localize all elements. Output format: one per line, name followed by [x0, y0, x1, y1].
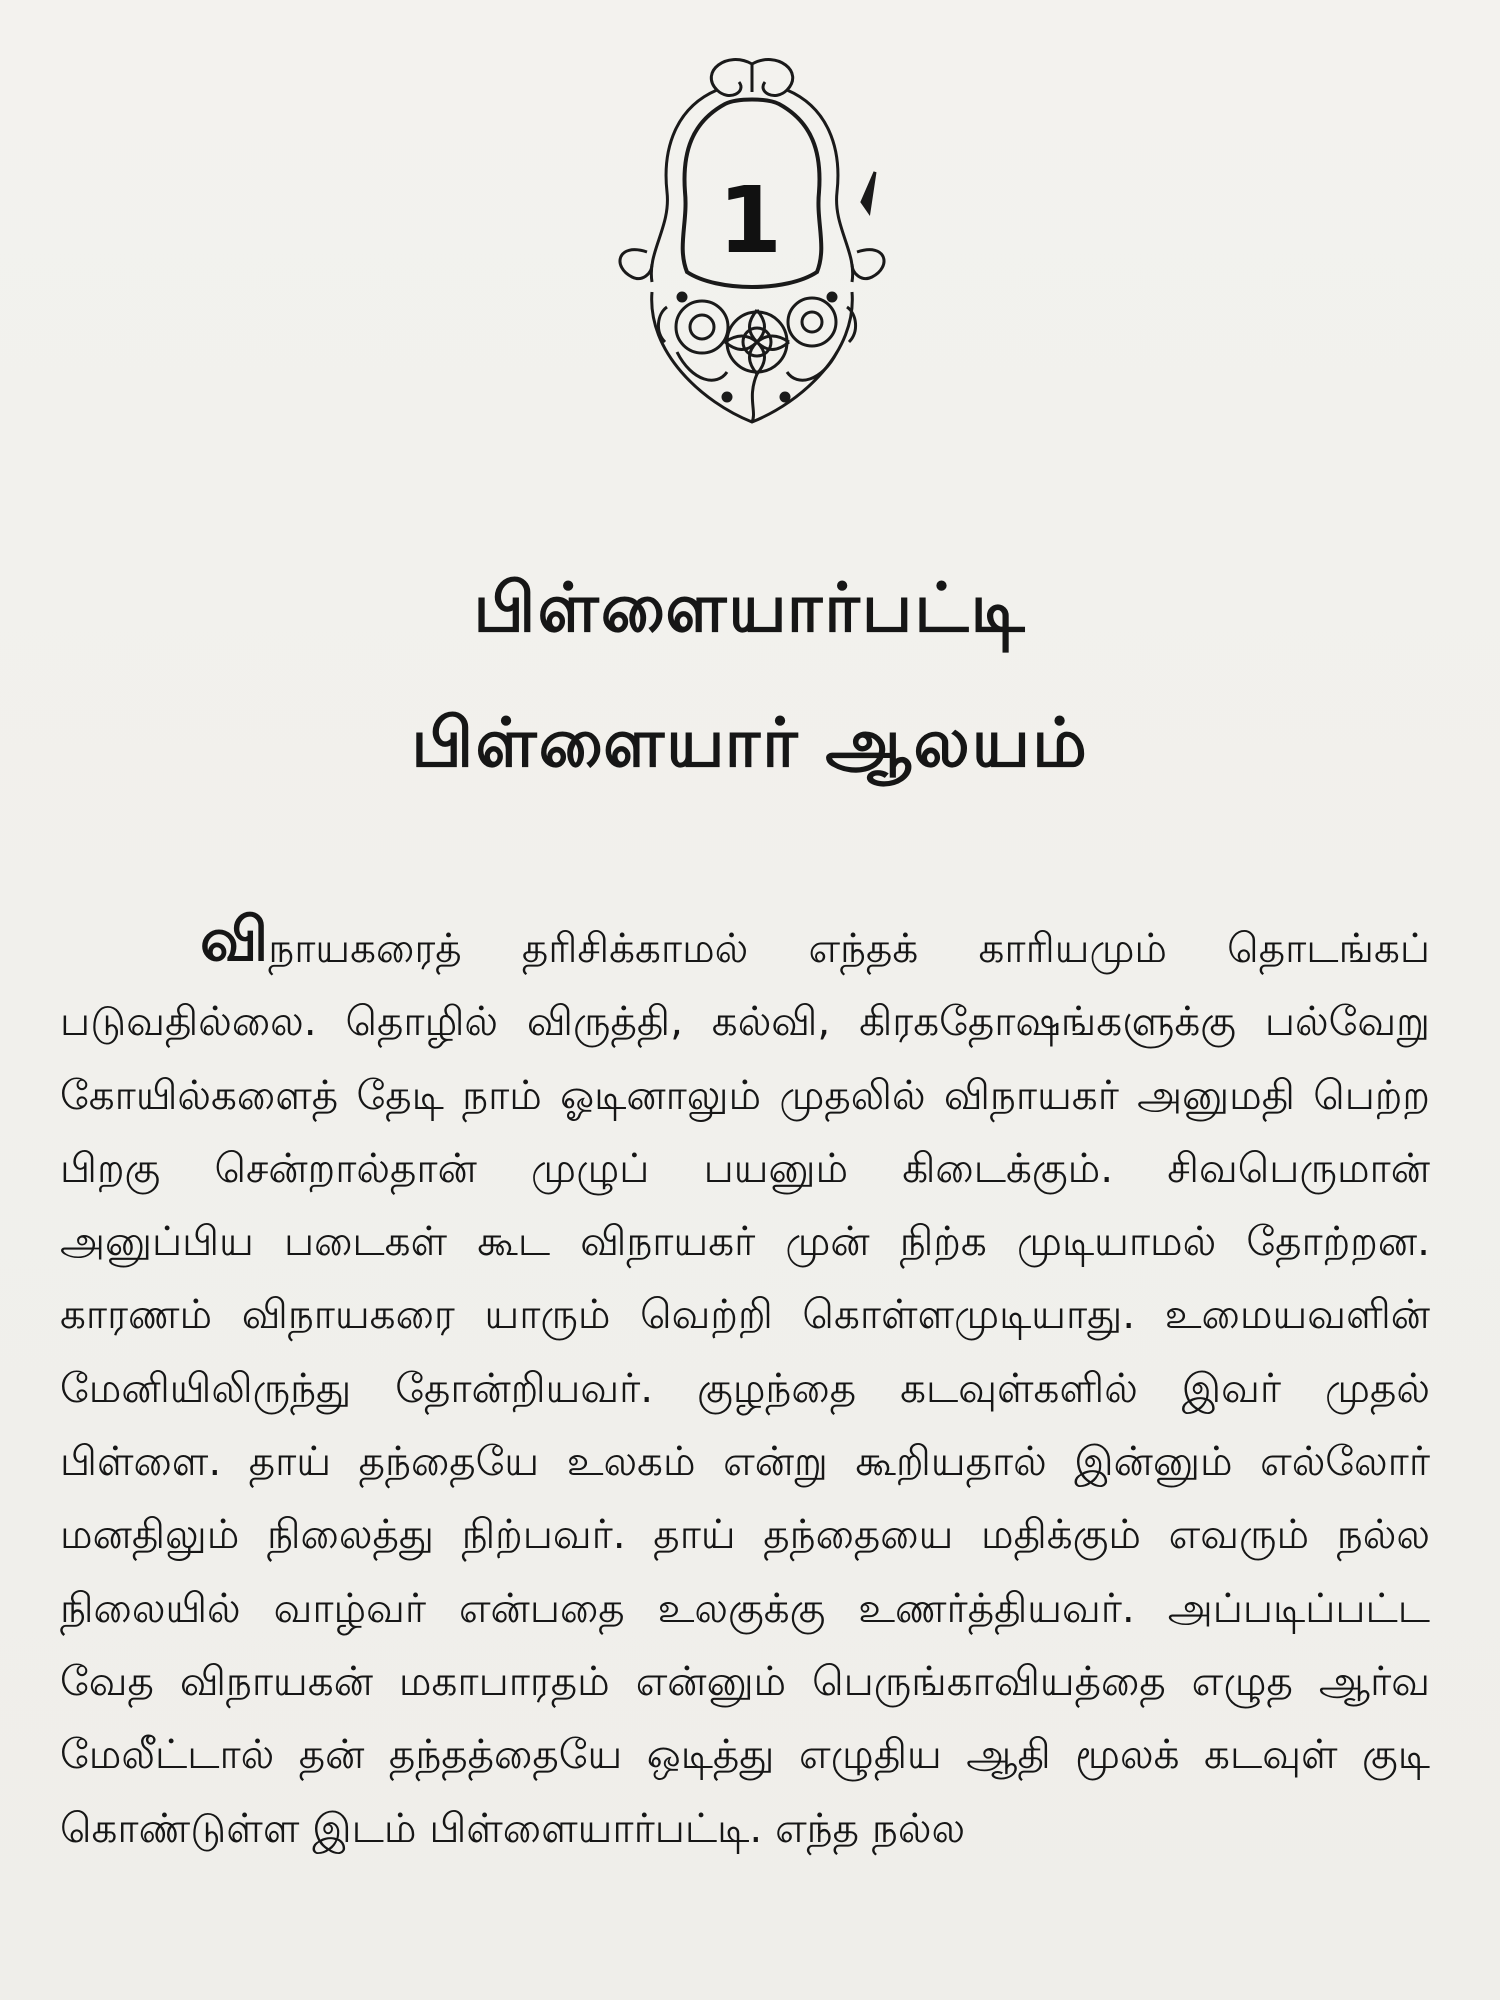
chapter-title-line1: பிள்ளையார்பட்டி: [473, 569, 1027, 648]
body-text: நாயகரைத் தரிசிக்காமல் எந்தக் காரியமும் தொடங்கப் படுவதில்லை. தொழில் விருத்தி, கல்வி, கிரகதோஷங்களுக்கு பல்வேறு கோயில்களைத் தேடி நாம் ஓடினாலும் முதலில் விநாயகர் அனுமதி பெற்ற பிறகு சென்றால்தான் முழுப் பயனும் கிடைக்கும். சிவபெருமான் அனுப்பிய படைகள் கூட விநாயகர் முன் நிற்க முடியாமல் தோற்றன. காரணம் விநாயகரை யாரும் வெற்றி கொள்ளமுடியாது. உமையவளின் மேனியிலிருந்து தோன்றியவர். குழந்தை கடவுள்களில் இவர் முதல் பிள்ளை. தாய் தந்தையே உலகம் என்று கூறியதால் இன்னும் எல்லோர் மனதிலும் நிலைத்து நிற்பவர். தாய் தந்தையை மதிக்கும் எவரும் நல்ல நிலையில் வாழ்வர் என்பதை உலகுக்கு உணர்த்தியவர். அப்படிப்பட்ட வேத விநாயகன் மகாபாரதம் என்னும் பெருங்காவியத்தை எழுத ஆர்வ மேலீட்டால் தன் தந்தத்தையே ஒடித்து எழுதிய ஆதி மூலக் கடவுள் குடி கொண்டுள்ள இடம் பிள்ளையார்பட்டி. எந்த நல்ல: [60, 924, 1430, 1852]
chapter-number: 1: [717, 167, 782, 274]
drop-cap: வி: [200, 905, 269, 975]
body-paragraph: [60, 905, 1430, 1865]
chapter-title-line2: பிள்ளையார் ஆலயம்: [411, 704, 1089, 783]
